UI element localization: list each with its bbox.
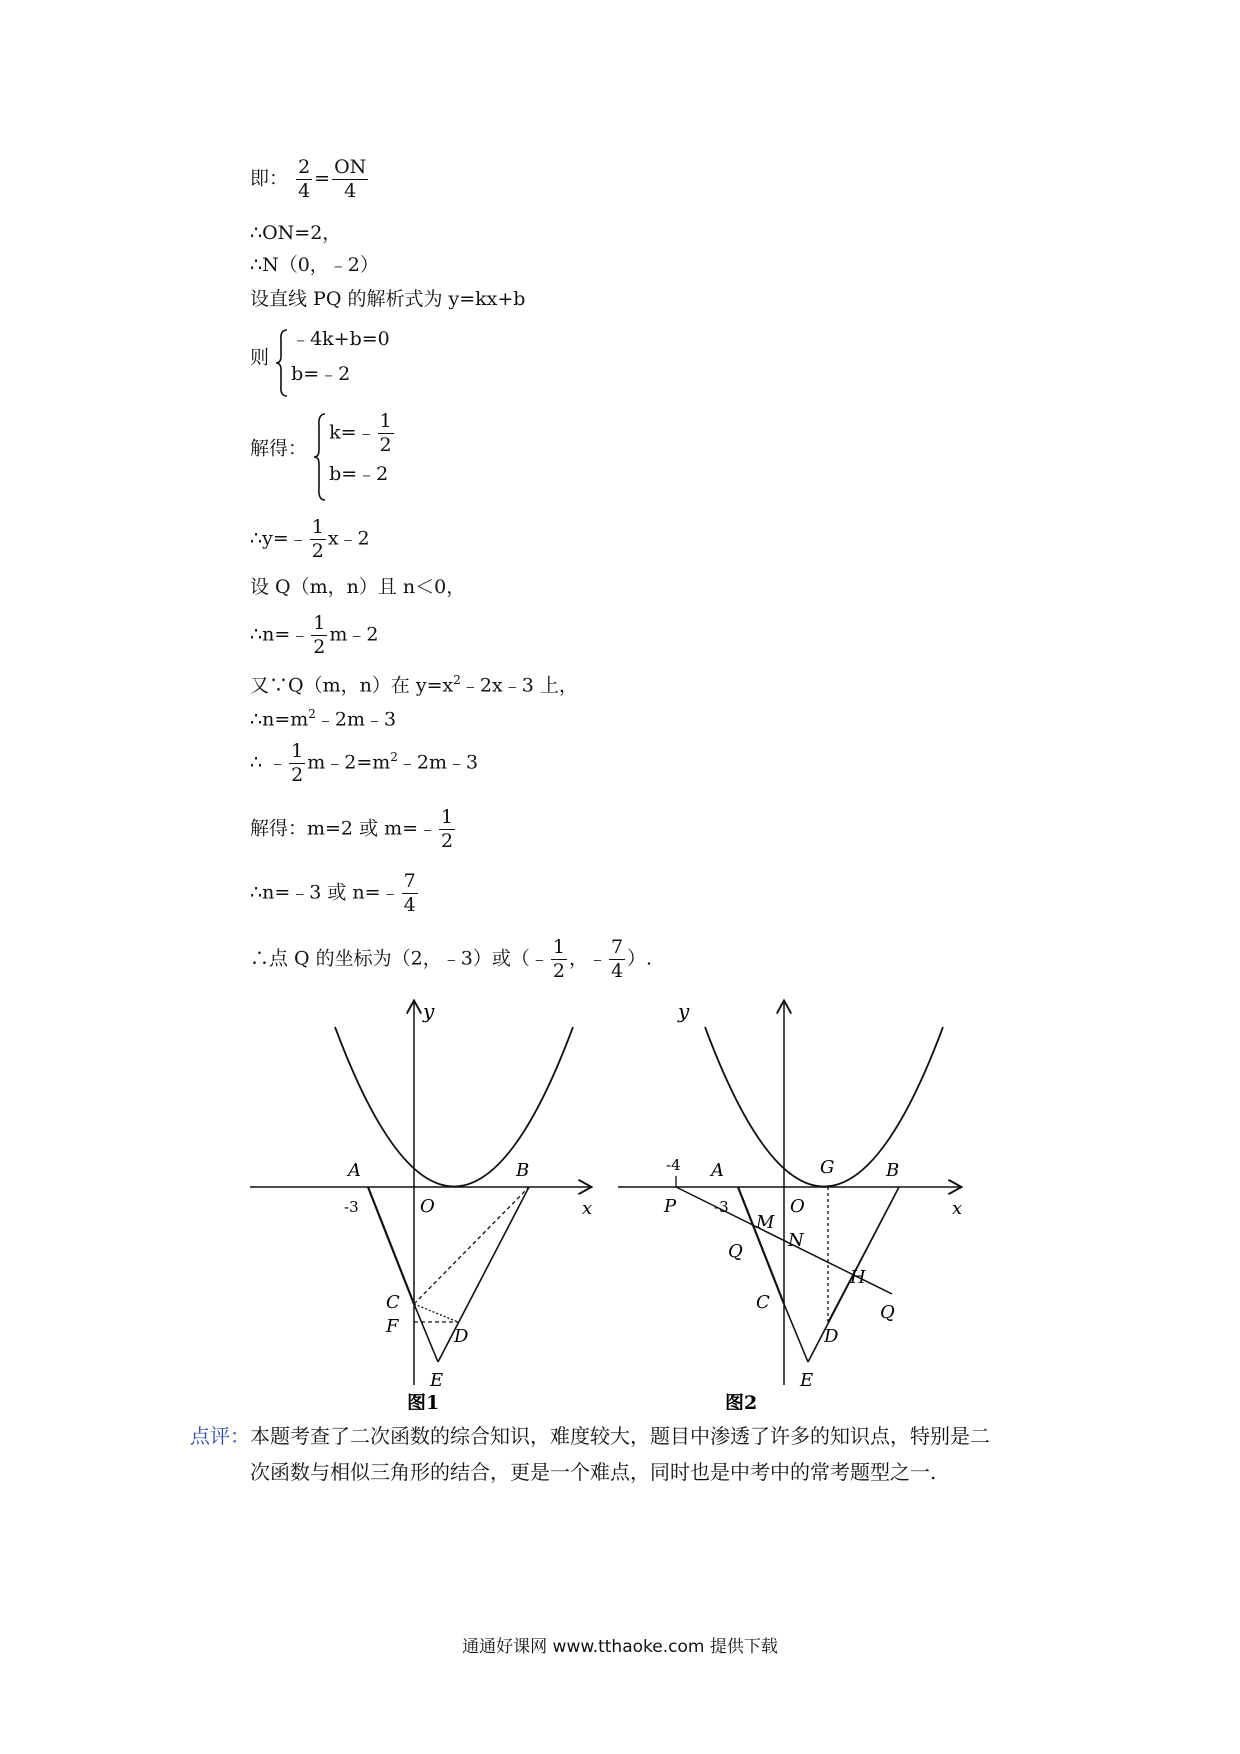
label-p: P — [664, 1196, 677, 1217]
label-o: O — [420, 1196, 435, 1217]
label-minus3: -3 — [344, 1198, 359, 1216]
parabola — [335, 1027, 573, 1187]
label-m: M — [756, 1212, 775, 1233]
label-x: x — [952, 1198, 963, 1219]
fraction: $\frac{ON}{4}$ — [334, 156, 367, 202]
line-q-setup: 设 Q（m，n）且 n＜0， — [250, 576, 466, 598]
equation-system: ﹣4k+b=0 b=﹣2 — [275, 328, 390, 388]
caption-fig2: 图2 — [725, 1392, 758, 1410]
label-y: y — [423, 999, 435, 1023]
label-minus3: -3 — [714, 1198, 729, 1216]
line-q-answer: ∴点 Q 的坐标为（2，﹣3）或（﹣ $\frac{1}{2}$ ，﹣ $\frac{7}{4}$ ）. — [250, 936, 653, 982]
comment-text-1: 本题考查了二次函数的综合知识，难度较大，题目中渗透了许多的知识点，特别是二 — [250, 1424, 990, 1448]
label-e: E — [800, 1370, 814, 1391]
comment-text-2: 次函数与相似三角形的结合，更是一个难点，同时也是中考中的常考题型之一. — [250, 1460, 937, 1484]
line-n-linear: ∴n=﹣ $\frac{1}{2}$ m﹣2 — [250, 612, 379, 658]
text: 即： — [250, 167, 289, 190]
label-c: C — [386, 1292, 400, 1313]
label-h: H — [850, 1267, 866, 1288]
fraction: $\frac{2}{4}$ — [298, 156, 311, 202]
segment-ac — [738, 1187, 784, 1304]
line-ratio: 即： $\frac{2}{4}$ = $\frac{ON}{4}$ — [250, 156, 367, 202]
label-minus4: -4 — [666, 1156, 681, 1174]
line-system: 则 ﹣4k+b=0 b=﹣2 — [250, 328, 390, 388]
line-equate: ∴ ﹣ $\frac{1}{2}$ $m﹣2=m^2﹣2m﹣3$ — [250, 740, 479, 786]
line-solution-system: 解得： k=﹣ $\frac{1}{2}$ b=﹣2 — [250, 412, 396, 486]
label-a: A — [348, 1160, 361, 1181]
segment-eb — [438, 1187, 529, 1362]
label-b: B — [886, 1160, 900, 1181]
line-on: ∴ON=2， — [250, 222, 342, 244]
comment — [190, 1418, 1060, 1490]
label-q1: Q — [728, 1241, 743, 1262]
segment-ce — [784, 1304, 808, 1362]
label-a: A — [711, 1160, 724, 1181]
line-on-parabola: 又∵Q（m，n）在 $y=x^2﹣2x﹣3$ 上， — [250, 673, 578, 697]
comment-label: 点评： — [190, 1424, 250, 1448]
line-m-solutions: 解得：m=2 或 m=﹣ $\frac{1}{2}$ — [250, 806, 454, 852]
segment-ac — [368, 1187, 414, 1304]
equation-system: k=﹣ $\frac{1}{2}$ b=﹣2 — [313, 412, 396, 486]
brace-icon — [313, 412, 327, 502]
label-x: x — [582, 1198, 593, 1219]
label-d: D — [824, 1326, 839, 1347]
label-d: D — [454, 1326, 469, 1347]
label-e: E — [430, 1370, 444, 1391]
label-q2: Q — [880, 1302, 895, 1323]
label-y: y — [678, 999, 690, 1023]
footer: 通通好课网 www.tthaoke.com 提供下载 — [462, 1637, 778, 1657]
figure-1 — [240, 990, 610, 1410]
figure-2 — [610, 990, 980, 1410]
segment-ce — [414, 1304, 438, 1362]
label-g: G — [820, 1157, 835, 1178]
line-n-quadratic: $\therefore n=m^2﹣2m﹣3$ — [250, 707, 397, 731]
label-c: C — [756, 1292, 770, 1313]
label-b: B — [516, 1160, 530, 1181]
caption-fig1: 图1 — [407, 1392, 440, 1410]
label-f: F — [386, 1316, 399, 1337]
line-y-equation: ∴y=﹣ $\frac{1}{2}$ x﹣2 — [250, 516, 370, 562]
line-n-point: ∴N（0，﹣2） — [250, 254, 379, 276]
label-o: O — [790, 1196, 805, 1217]
label-n: N — [788, 1230, 804, 1251]
line-n-solutions: ∴n=﹣3 或 n=﹣ $\frac{7}{4}$ — [250, 870, 416, 916]
brace-icon — [275, 328, 289, 398]
line-pq-setup: 设直线 PQ 的解析式为 y=kx+b — [250, 288, 526, 310]
